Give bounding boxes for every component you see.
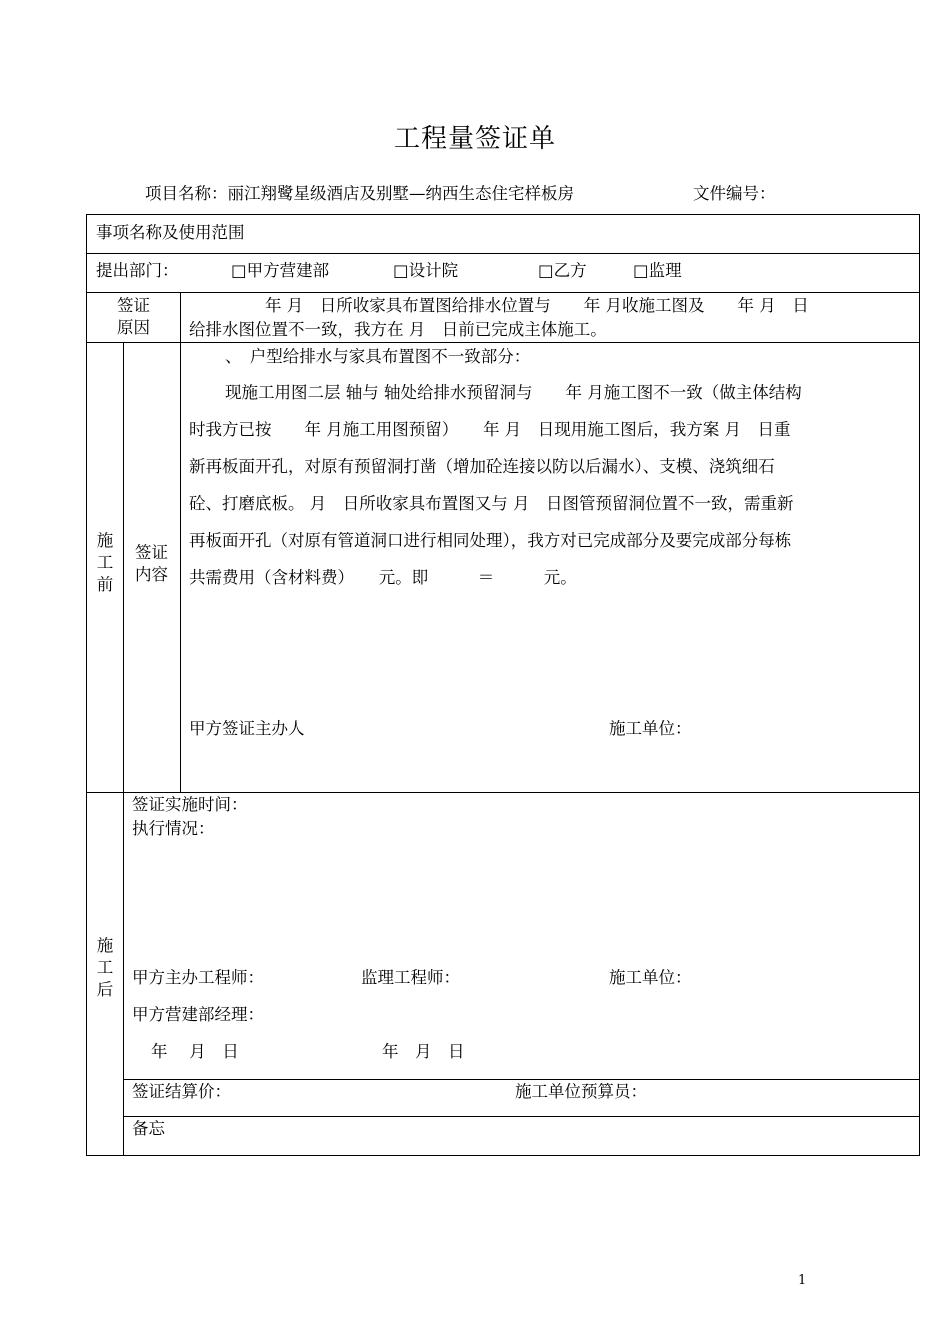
party-a-signer-label: 甲方签证主办人 <box>189 719 305 738</box>
content-line: 、 户型给排水与家具布置图不一致部分： <box>225 347 531 366</box>
reason-line-1: 年 月 日所收家具布置图给排水位置与 年 月收施工图及 年 月 日 <box>265 296 809 315</box>
reason-label-top: 签证 <box>117 296 150 315</box>
header-line <box>145 180 776 204</box>
date-field-1: 年 月 日 <box>151 1042 239 1061</box>
content-line: 时我方已按 年 月施工用图预留） 年 月 日现用施工图后，我方案 月 日重 <box>189 420 791 439</box>
scope-label: 事项名称及使用范围 <box>96 223 245 242</box>
checkbox-supervisor[interactable]: □监理 <box>633 261 682 280</box>
content-line: 再板面开孔（对原有管道洞口进行相同处理），我方对已完成部分及要完成部分每栋 <box>189 531 792 550</box>
budgeter-label: 施工单位预算员： <box>515 1082 647 1101</box>
page-number: 1 <box>798 1273 807 1288</box>
supervisor-engineer-label: 监理工程师： <box>361 968 460 987</box>
column-divider <box>180 342 181 792</box>
row-divider <box>123 1116 919 1117</box>
party-a-engineer-label: 甲方主办工程师： <box>132 968 264 987</box>
document-number-label: 文件编号： <box>693 184 776 203</box>
contractor-label-after: 施工单位： <box>609 968 692 987</box>
visa-form-table <box>86 214 920 1156</box>
reason-label <box>87 295 180 339</box>
execution-status-label: 执行情况： <box>132 819 215 838</box>
content-line: 共需费用（含材料费） 元。即 ＝ 元。 <box>189 568 577 587</box>
content-line: 现施工用图二层 轴与 轴处给排水预留洞与 年 月施工图不一致（做主体结构 <box>225 383 802 402</box>
contractor-label-before: 施工单位： <box>609 719 692 738</box>
reason-line-2: 给排水图位置不一致，我方在 月 日前已完成主体施工。 <box>189 320 607 339</box>
visa-content-label-top: 签证 <box>135 543 168 562</box>
after-construction-label <box>87 935 123 1001</box>
checkbox-party-b[interactable]: □乙方 <box>538 261 587 280</box>
page-title: 工程量签证单 <box>393 124 556 154</box>
memo-label: 备忘 <box>132 1119 165 1138</box>
checkbox-party-a[interactable]: □甲方营建部 <box>231 261 330 280</box>
row-divider <box>87 792 919 793</box>
before-construction-text: 施工前 <box>96 531 114 594</box>
settlement-price-label: 签证结算价： <box>132 1082 231 1101</box>
project-name: 项目名称：丽江翔鹭星级酒店及别墅—纳西生态住宅样板房 <box>145 184 574 203</box>
content-line: 新再板面开孔，对原有预留洞打凿（增加砼连接以防以后漏水）、支模、浇筑细石 <box>189 457 775 476</box>
visa-content-label <box>123 542 180 586</box>
reason-label-bottom: 原因 <box>117 318 150 337</box>
date-field-2: 年 月 日 <box>382 1042 465 1061</box>
content-line: 砼、打磨底板。 月 日所收家具布置图又与 月 日图管预留洞位置不一致，需重新 <box>189 494 794 513</box>
row-divider <box>123 1079 919 1080</box>
party-a-manager-label: 甲方营建部经理： <box>132 1005 264 1024</box>
row-divider <box>87 253 919 254</box>
implementation-time-label: 签证实施时间： <box>132 795 248 814</box>
row-divider <box>87 292 919 293</box>
column-divider <box>123 342 124 1155</box>
after-construction-text: 施工后 <box>96 936 114 999</box>
before-construction-label <box>87 530 123 596</box>
department-label: 提出部门： <box>96 261 179 280</box>
column-divider <box>180 292 181 342</box>
checkbox-design-institute[interactable]: □设计院 <box>393 261 459 280</box>
row-divider <box>87 342 919 343</box>
visa-content-label-bottom: 内容 <box>135 565 168 584</box>
